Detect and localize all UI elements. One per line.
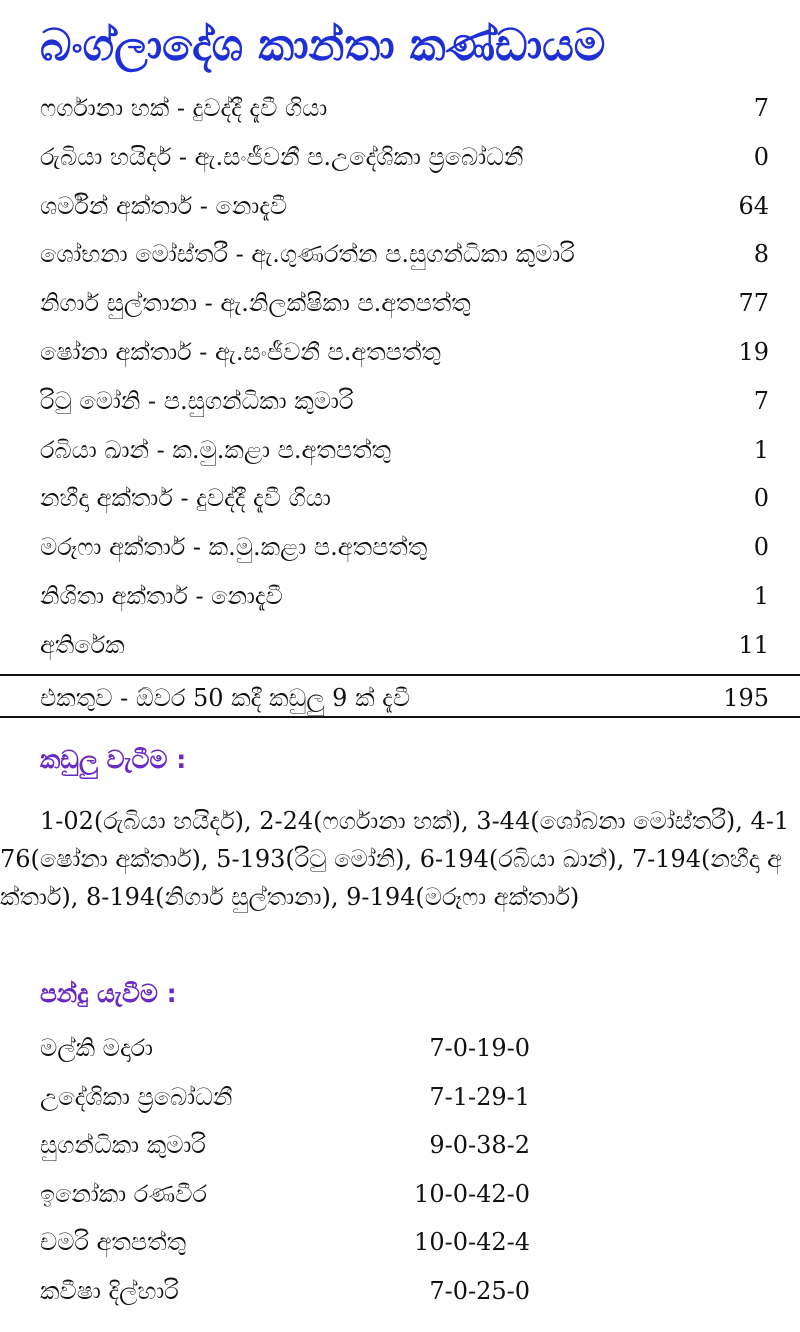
total-top-rule xyxy=(0,674,800,676)
bowler-figures: 9-0-38-2 xyxy=(429,1131,530,1159)
bowler-name: ඉනෝකා රණවීර xyxy=(40,1179,207,1208)
batter-runs: 0 xyxy=(753,142,769,171)
batter-name: නිශිතා අක්තාර් - නොදැවී xyxy=(40,582,283,610)
bowler-name: චමරි අතපත්තු xyxy=(40,1228,187,1256)
bowler-name: මල්කි මදාරා xyxy=(40,1034,153,1062)
batter-name: නිගාර් සුල්තානා - ඇ.නිලක්ෂිකා ප.අතපත්තු xyxy=(40,289,471,318)
bowling-row xyxy=(0,1077,800,1117)
batter-runs: 0 xyxy=(753,484,769,513)
bowler-name: උදේශිකා ප්‍රබෝධනී xyxy=(40,1082,233,1111)
batter-runs: 1 xyxy=(753,435,769,464)
batter-name: රුබියා හයිදර් - ඇ.සංජීවනී ප.උදේශිකා ප්‍රබෝධනී xyxy=(40,142,524,171)
batter-runs: 8 xyxy=(753,240,769,269)
batting-row xyxy=(0,576,800,616)
batter-name: රබියා ඛාන් - ක.මු.කළා ප.අතපත්තු xyxy=(40,435,392,464)
fall-of-wickets-text: 1-02(රුබියා හයිදර්), 2-24(ෆර්ගානා හක්), 3-44(ශෝබනා මෝස්තරී), 4-176(ෂෝනා අක්තාර්), 5-193(රිටු මෝනි), 6-194(රබියා ඛාන්), 7-194(නහීදා අක්තාර්), 8-194(නිගාර් සුල්තානා), 9-194(මරූෆා අක්තාර්) xyxy=(0,807,790,911)
batter-name: රිටු මෝනි - ප.සුගන්ධිකා කුමාරි xyxy=(40,386,354,415)
batter-runs: 77 xyxy=(738,289,769,318)
total-row xyxy=(0,678,800,718)
total-bottom-rule xyxy=(0,716,800,718)
bowler-name: සුගන්ධිකා කුමාරි xyxy=(40,1131,206,1159)
batting-row xyxy=(0,186,800,226)
batter-name: ශර්මින් අක්තාර් - නොදැවී xyxy=(40,191,288,220)
batting-row xyxy=(0,234,800,274)
batter-runs: 7 xyxy=(753,94,769,122)
bowling-heading: පන්දු යැවීම : xyxy=(40,979,177,1008)
batter-name: ශෝභනා මෝස්තරී - ඇ.ගුණරත්න ප.සුගන්ධිකා කුමාරි xyxy=(40,240,575,269)
bowler-figures: 7-0-19-0 xyxy=(429,1034,530,1062)
batting-row xyxy=(0,478,800,518)
batting-row xyxy=(0,332,800,372)
bowling-row xyxy=(0,1222,800,1262)
bowling-row xyxy=(0,1271,800,1311)
batter-runs: 0 xyxy=(753,533,769,562)
total-runs: 195 xyxy=(723,684,769,712)
batter-name: අතිරේක xyxy=(40,630,125,659)
batter-name: නහීදා අක්තාර් - දුවද්දී දැවී ගියා xyxy=(40,484,331,513)
batter-name: ෂෝනා අක්තාර් - ඇ.සංජීවනී ප.අතපත්තු xyxy=(40,338,441,366)
batter-runs: 7 xyxy=(753,386,769,415)
batter-runs: 1 xyxy=(753,582,769,610)
bowler-figures: 7-0-25-0 xyxy=(429,1276,530,1305)
bowling-row xyxy=(0,1125,800,1165)
bowling-row xyxy=(0,1174,800,1214)
fall-of-wickets-heading: කඩුලු වැටීම : xyxy=(40,745,187,774)
batting-row xyxy=(0,137,800,177)
batting-row xyxy=(0,430,800,470)
bowler-figures: 10-0-42-4 xyxy=(414,1228,530,1256)
batting-row xyxy=(0,527,800,567)
batting-row xyxy=(0,625,800,665)
page-title: බංග්ලාදේශ කාන්තා කණ්ඩායම xyxy=(40,20,606,71)
batter-name: මරූෆා අක්තාර් - ක.මු.කළා ප.අතපත්තු xyxy=(40,533,428,562)
batting-row xyxy=(0,283,800,323)
batter-runs: 19 xyxy=(738,338,769,366)
bowler-figures: 10-0-42-0 xyxy=(414,1179,530,1208)
bowler-figures: 7-1-29-1 xyxy=(429,1082,530,1111)
bowler-name: කවීෂා දිල්හාරි xyxy=(40,1276,179,1305)
batting-row xyxy=(0,88,800,128)
batter-name: ෆර්ගානා හක් - දුවද්දී දැවී ගියා xyxy=(40,94,328,122)
batter-runs: 11 xyxy=(738,630,769,659)
batter-runs: 64 xyxy=(738,191,769,220)
total-label: එකතුව - ඕවර 50 කදී කඩුලු 9 ක් දැවී xyxy=(40,684,411,712)
batting-row xyxy=(0,381,800,421)
bowling-row xyxy=(0,1028,800,1068)
